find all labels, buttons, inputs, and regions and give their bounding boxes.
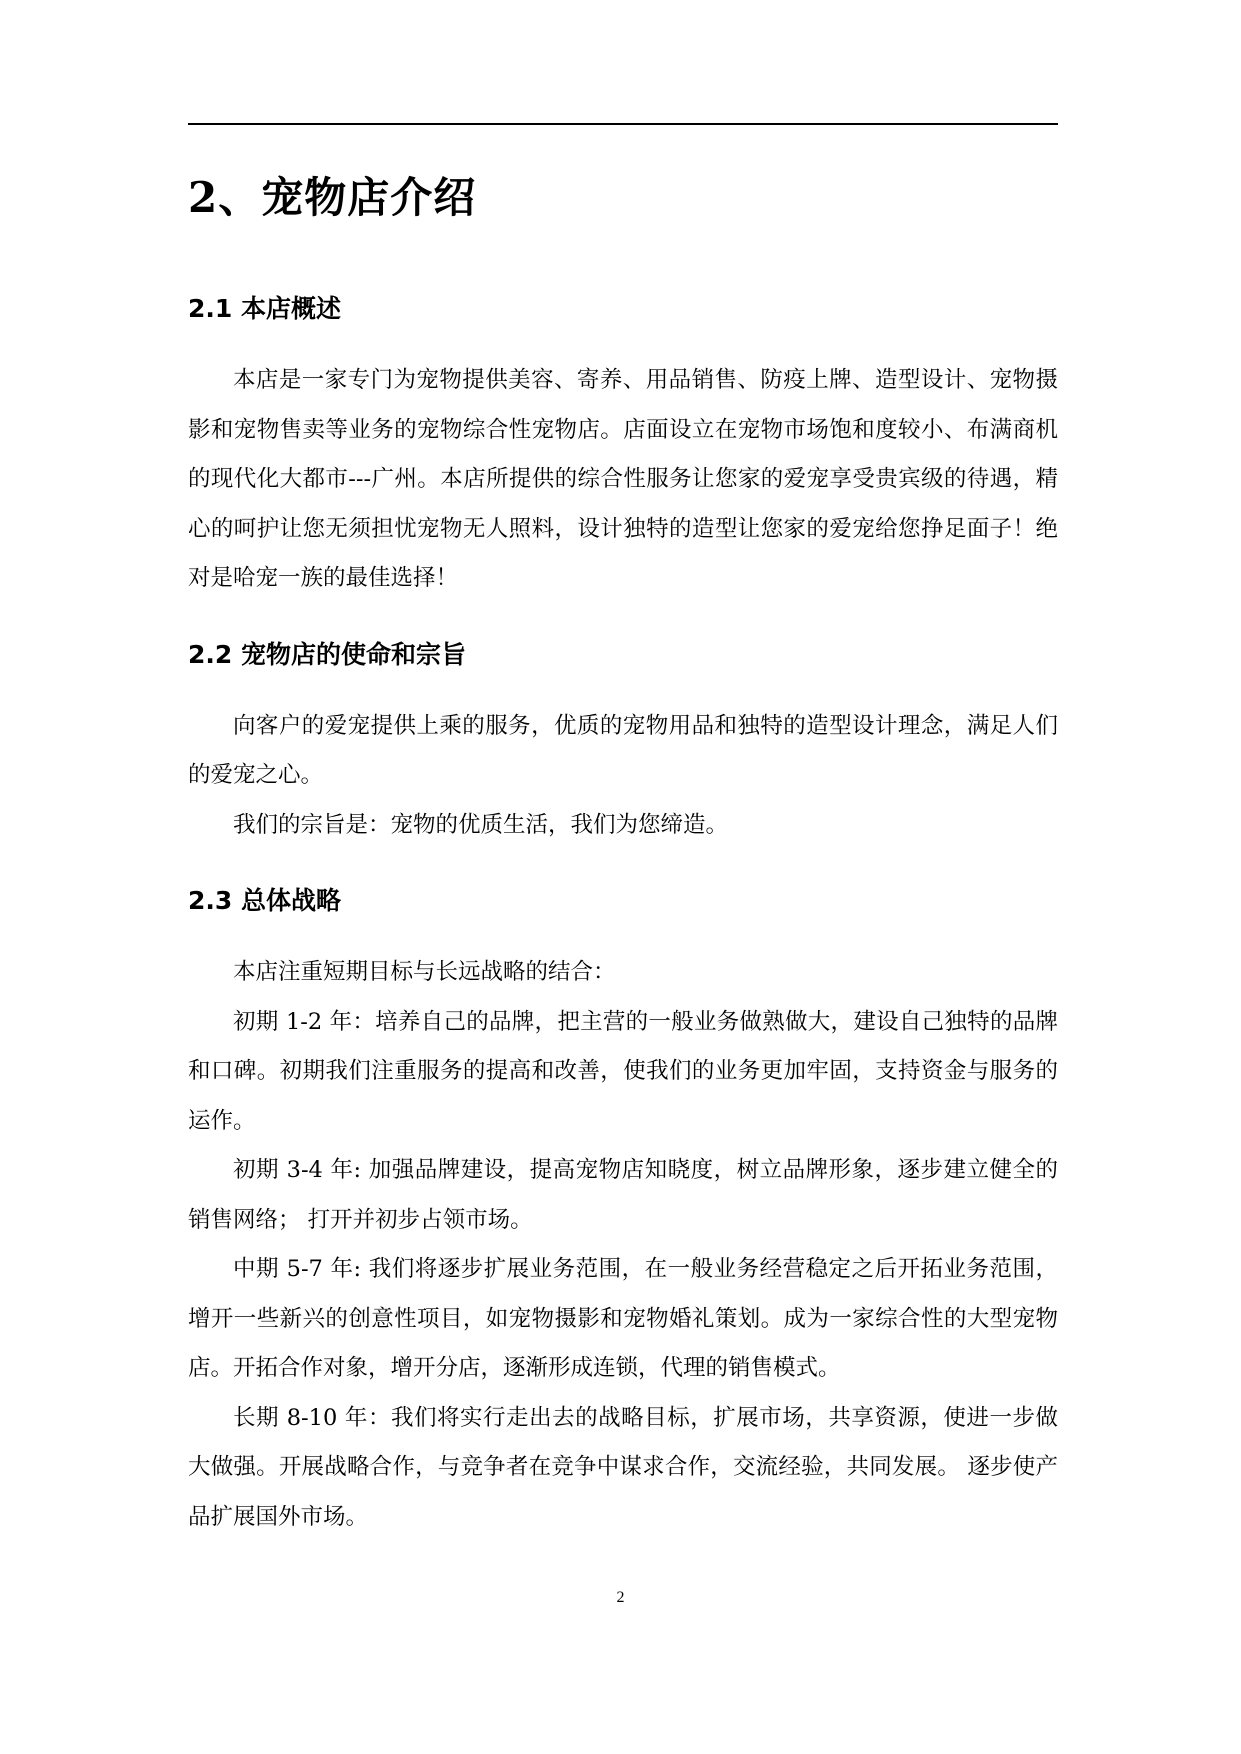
paragraph: 我们的宗旨是：宠物的优质生活，我们为您缔造。 bbox=[233, 811, 729, 838]
section-title-strategy: 2.3 总体战略 bbox=[188, 886, 341, 915]
section-mission bbox=[188, 630, 1058, 851]
paragraph: 中期 5-7 年: 我们将逐步扩展业务范围，在一般业务经营稳定之后开拓业务范围，增开一些新兴的创意性项目，如宠物摄影和宠物婚礼策划。成为一家综合性的大型宠物店。开拓合作对象，增开分店，逐渐形成连锁，代理的销售模式。 bbox=[188, 1256, 1058, 1381]
paragraph: 长期 8-10 年：我们将实行走出去的战略目标，扩展市场，共享资源，使进一步做大做强。开展战略合作，与竞争者在竞争中谋求合作，交流经验，共同发展。 逐步使产品扩展国外市场。 bbox=[188, 1404, 1058, 1530]
page-number: 2 bbox=[616, 1589, 625, 1606]
paragraph: 向客户的爱宠提供上乘的服务，优质的宠物用品和独特的造型设计理念，满足人们的爱宠之心。 bbox=[188, 712, 1058, 788]
header-rule bbox=[188, 123, 1058, 125]
paragraph: 本店是一家专门为宠物提供美容、寄养、用品销售、防疫上牌、造型设计、宠物摄影和宠物售卖等业务的宠物综合性宠物店。店面设立在宠物市场饱和度较小、布满商机的现代化大都市---广州。本店所提供的综合性服务让您家的爱宠享受贵宾级的待遇，精心的呵护让您无须担忧宠物无人照料，设计独特的造型让您家的爱宠给您挣足面子！绝对是哈宠一族的最佳选择！ bbox=[188, 367, 1058, 591]
section-strategy bbox=[188, 876, 1058, 1542]
paragraph: 初期 3-4 年: 加强品牌建设，提高宠物店知晓度，树立品牌形象，逐步建立健全的销售网络； 打开并初步占领市场。 bbox=[188, 1157, 1058, 1233]
paragraph: 初期 1-2 年：培养自己的品牌，把主营的一般业务做熟做大，建设自己独特的品牌和口碑。初期我们注重服务的提高和改善，使我们的业务更加牢固，支持资金与服务的运作。 bbox=[188, 1008, 1058, 1134]
chapter-title: 2、宠物店介绍 bbox=[188, 173, 477, 222]
section-title-mission: 2.2 宠物店的使命和宗旨 bbox=[188, 639, 466, 669]
section-overview bbox=[188, 284, 1058, 604]
section-spacer bbox=[188, 604, 1058, 630]
section-title-overview: 2.1 本店概述 bbox=[188, 294, 341, 323]
paragraph: 本店注重短期目标与长远战略的结合： bbox=[233, 959, 616, 985]
document-body bbox=[188, 150, 1058, 1542]
section-spacer bbox=[188, 850, 1058, 876]
